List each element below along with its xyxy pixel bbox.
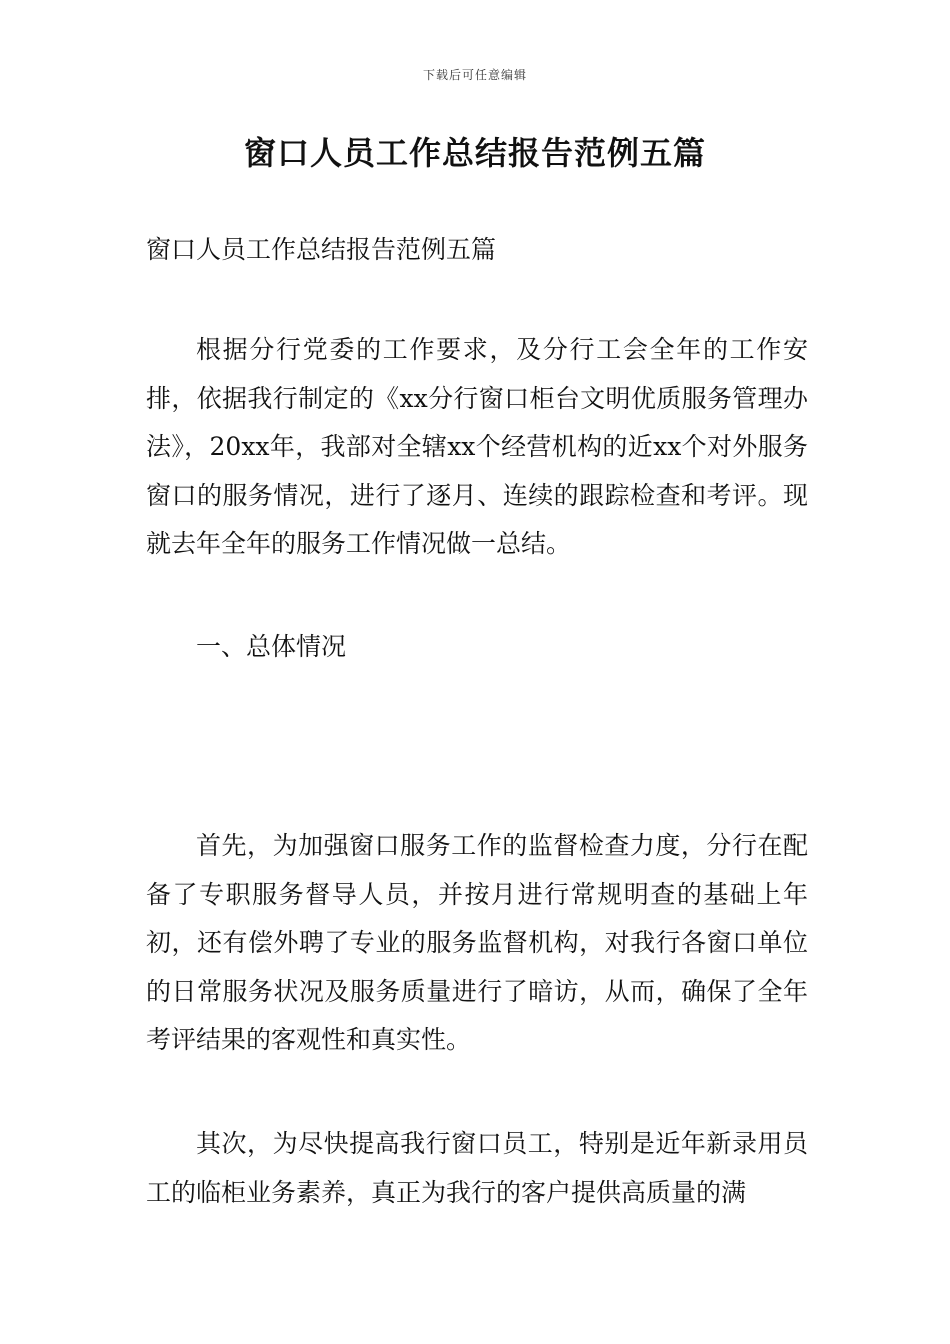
section-heading-overall: 一、总体情况 — [196, 632, 347, 661]
paragraph-second: 其次，为尽快提高我行窗口员工，特别是近年新录用员工的临柜业务素养，真正为我行的客户提供高质量的满 — [146, 1129, 808, 1207]
paragraph-intro: 根据分行党委的工作要求，及分行工会全年的工作安排，依据我行制定的《xx分行窗口柜台文明优质服务管理办法》，20xx年，我部对全辖xx个经营机构的近xx个对外服务窗口的服务情况，进行了逐月、连续的跟踪检查和考评。现就去年全年的服务工作情况做一总结。 — [146, 335, 808, 558]
document-subtitle: 窗口人员工作总结报告范例五篇 — [146, 235, 497, 264]
paragraph-first: 首先，为加强窗口服务工作的监督检查力度，分行在配备了专职服务督导人员，并按月进行常规明查的基础上年初，还有偿外聘了专业的服务监督机构，对我行各窗口单位的日常服务状况及服务质量进行了暗访，从而，确保了全年考评结果的客观性和真实性。 — [146, 831, 808, 1054]
document-title: 窗口人员工作总结报告范例五篇 — [243, 134, 706, 172]
header-note: 下载后可任意编辑 — [422, 68, 527, 82]
